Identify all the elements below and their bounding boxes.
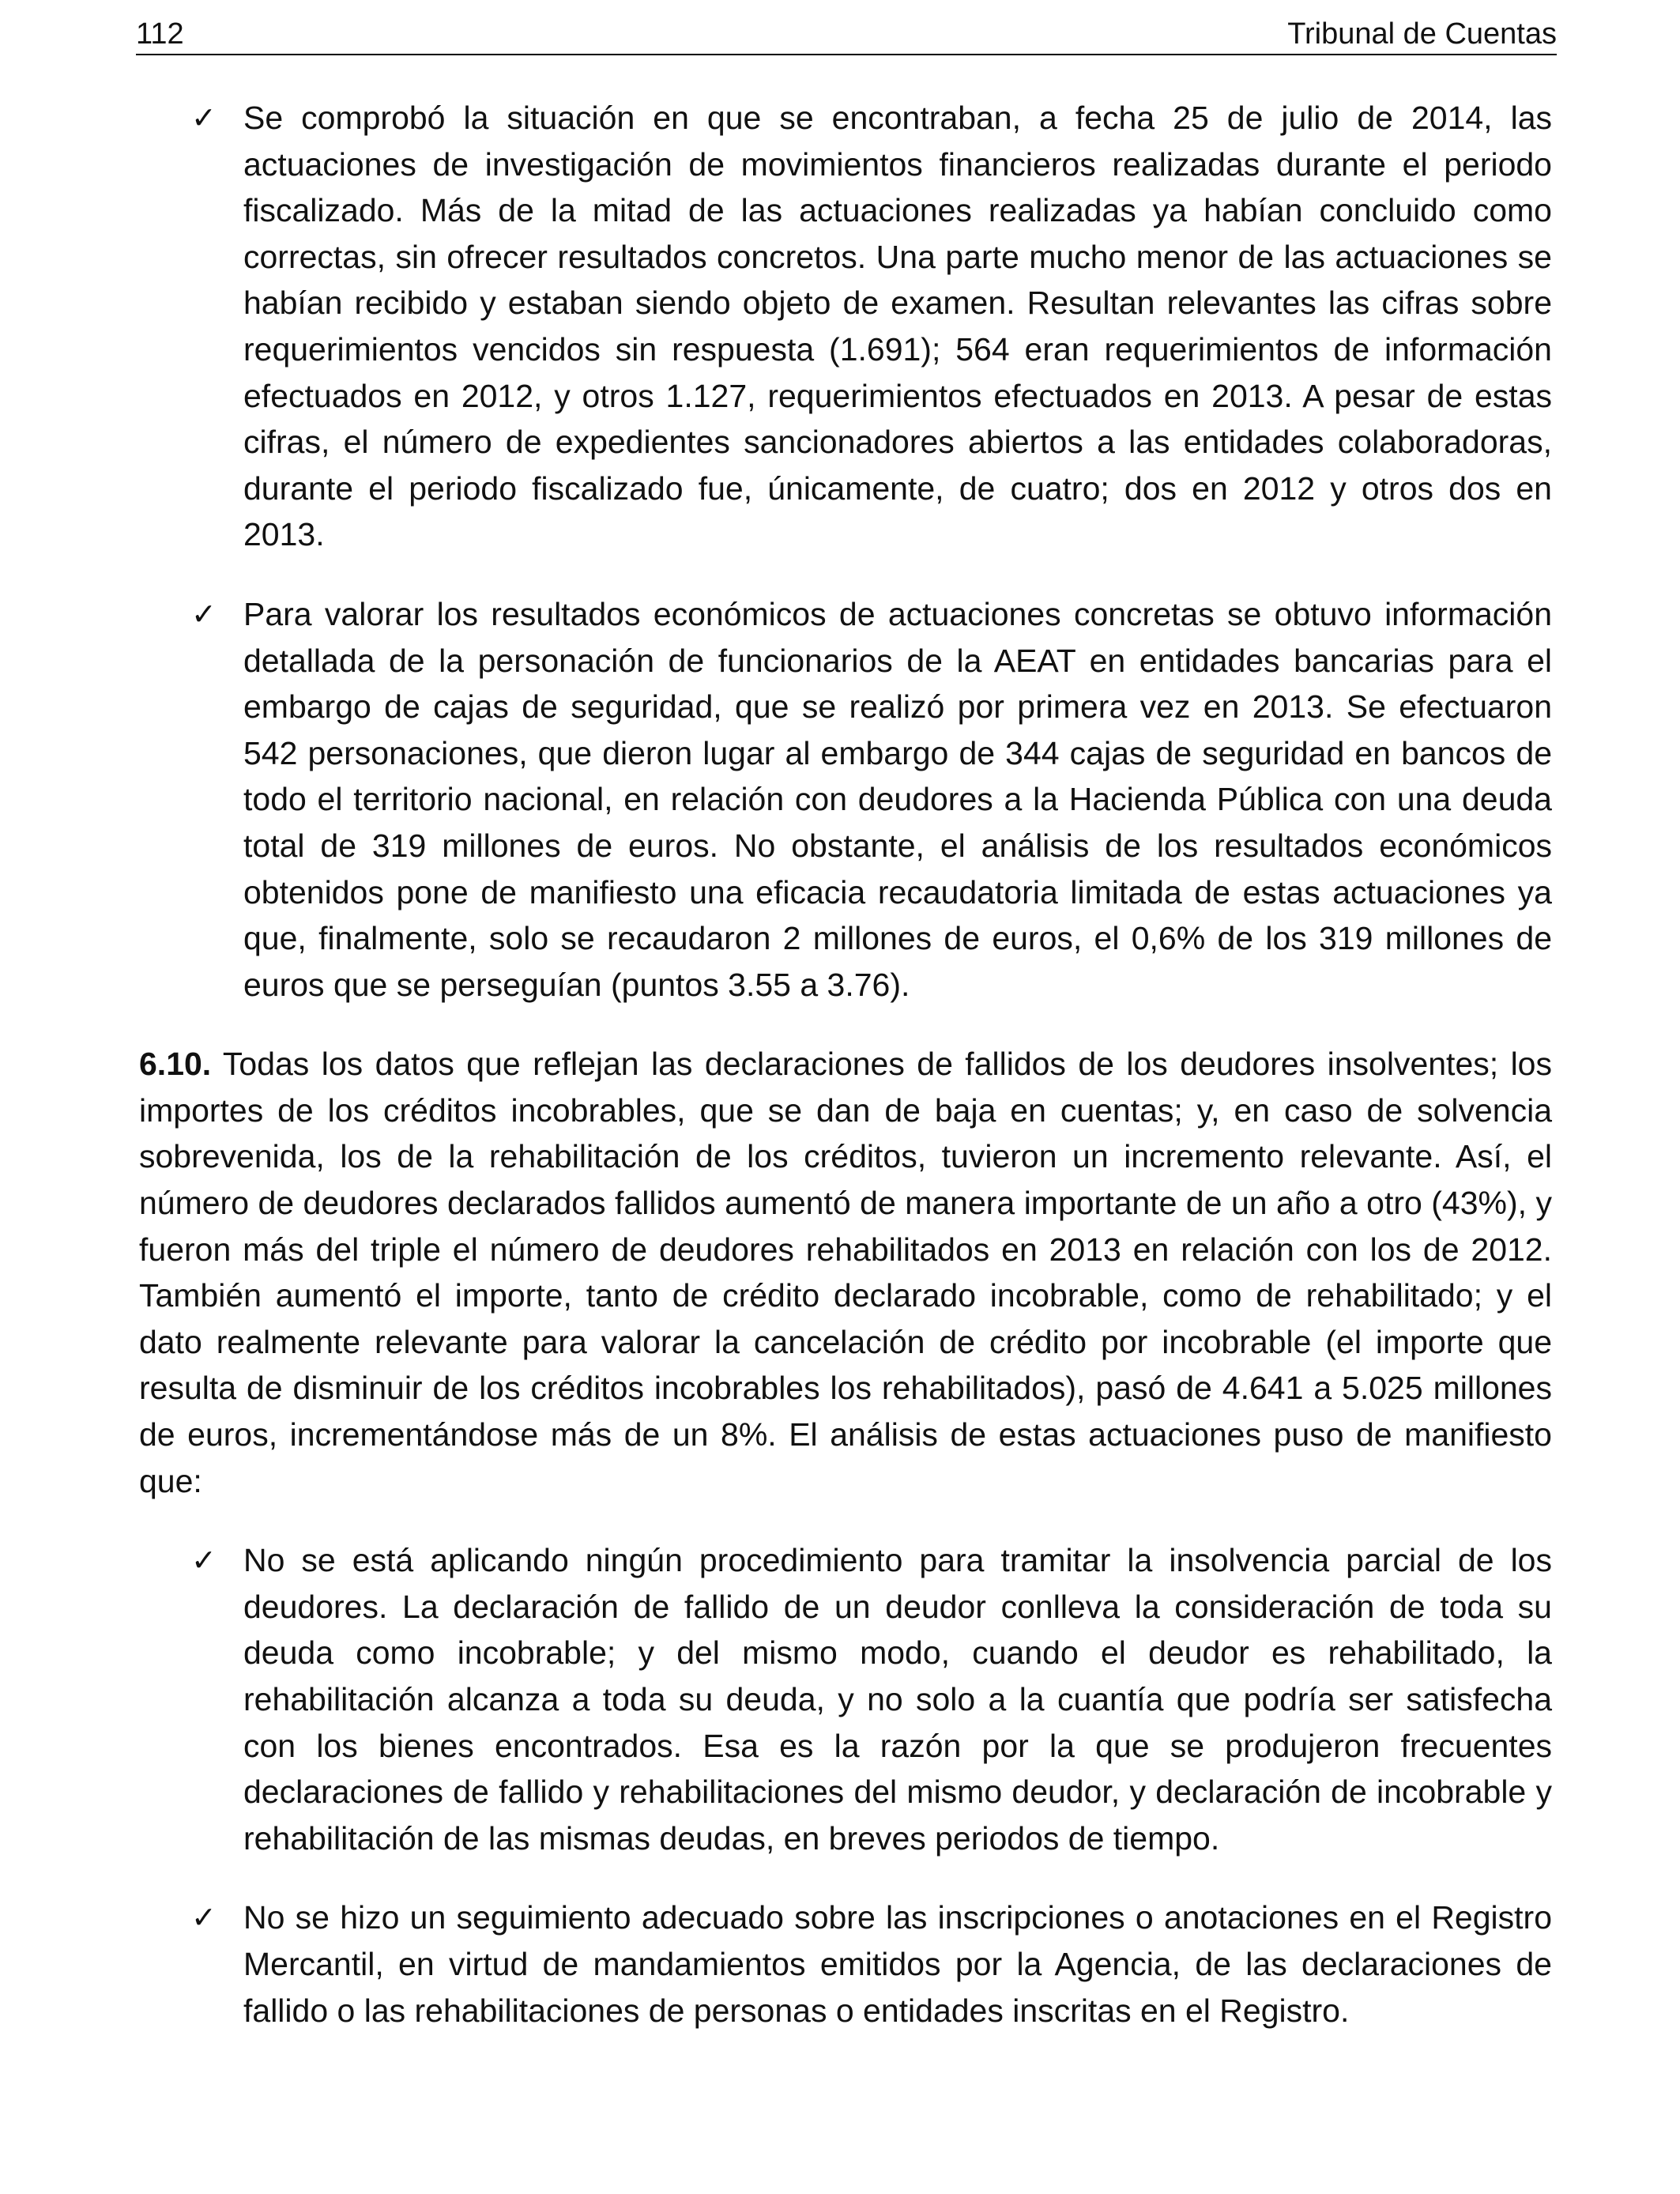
- bullet-item: [139, 591, 1552, 1008]
- paragraph-text: Todas los datos que reflejan las declaraciones de fallidos de los deudores insolventes; los importes de los créditos incobrables, que se dan de baja en cuentas; y, en caso de solvencia sobrevenida, los de la rehabilitación de los créditos, tuvieron un incremento relevante. Así, el número de deudores declarados fallidos aumentó de manera importante de un año a otro (43%), y fueron más del triple el número de deudores rehabilitados en 2013 en relación con los de 2012. También aumentó el importe, tanto de crédito declarado incobrable, como de rehabilitado; y el dato realmente relevante para valorar la cancelación de crédito por incobrable (el importe que resulta de disminuir de los créditos incobrables los rehabilitados), pasó de 4.641 a 5.025 millones de euros, incrementándose más de un 8%. El análisis de estas actuaciones puso de manifiesto que:: [139, 1046, 1552, 1499]
- page-number: 112: [136, 17, 184, 51]
- check-icon: ✓: [191, 596, 217, 631]
- page-body: [139, 95, 1552, 2034]
- bullet-item: [139, 1894, 1552, 2034]
- check-icon: ✓: [191, 1900, 217, 1936]
- bullet-item: [139, 1537, 1552, 1861]
- bullet-item: [139, 95, 1552, 558]
- bullet-text: Para valorar los resultados económicos de actuaciones concretas se obtuvo información detallada de la personación de funcionarios de la AEAT en entidades bancarias para el embargo de cajas de seguridad, que se realizó por primera vez en 2013. Se efectuaron 542 personaciones, que dieron lugar al embargo de 344 cajas de seguridad en bancos de todo el territorio nacional, en relación con deudores a la Hacienda Pública con una deuda total de 319 millones de euros. No obstante, el análisis de los resultados económicos obtenidos pone de manifiesto una eficacia recaudatoria limitada de estas actuaciones ya que, finalmente, solo se recaudaron 2 millones de euros, el 0,6% de los 319 millones de euros que se perseguían (puntos 3.55 a 3.76).: [243, 595, 1552, 1003]
- page-header: [136, 14, 1557, 55]
- check-icon: ✓: [191, 1543, 217, 1578]
- bullet-text: Se comprobó la situación en que se encontraban, a fecha 25 de julio de 2014, las actuaciones de investigación de movimientos financieros realizadas durante el periodo fiscalizado. Más de la mitad de las actuaciones realizadas ya habían concluido como correctas, sin ofrecer resultados concretos. Una parte mucho menor de las actuaciones se habían recibido y estaban siendo objeto de examen. Resultan relevantes las cifras sobre requerimientos vencidos sin respuesta (1.691); 564 eran requerimientos de información efectuados en 2012, y otros 1.127, requerimientos efectuados en 2013. A pesar de estas cifras, el número de expedientes sancionadores abiertos a las entidades colaboradoras, durante el periodo fiscalizado fue, únicamente, de cuatro; dos en 2012 y otros dos en 2013.: [243, 100, 1552, 553]
- bullet-text: No se está aplicando ningún procedimiento para tramitar la insolvencia parcial de los deudores. La declaración de fallido de un deudor conlleva la consideración de toda su deuda como incobrable; y del mismo modo, cuando el deudor es rehabilitado, la rehabilitación alcanza a toda su deuda, y no solo a la cuantía que podría ser satisfecha con los bienes encontrados. Esa es la razón por la que se produjeron frecuentes declaraciones de fallido y rehabilitaciones del mismo deudor, y declaración de incobrable y rehabilitación de las mismas deudas, en breves periodos de tiempo.: [243, 1542, 1552, 1857]
- paragraph-number: 6.10.: [139, 1046, 212, 1083]
- numbered-paragraph: [139, 1041, 1552, 1504]
- bullet-text: No se hizo un seguimiento adecuado sobre las inscripciones o anotaciones en el Registro Mercantil, en virtud de mandamientos emitidos por la Agencia, de las declaraciones de fallido o las rehabilitaciones de personas o entidades inscritas en el Registro.: [243, 1899, 1552, 2029]
- check-icon: ✓: [191, 100, 217, 135]
- running-title: Tribunal de Cuentas: [1287, 17, 1557, 51]
